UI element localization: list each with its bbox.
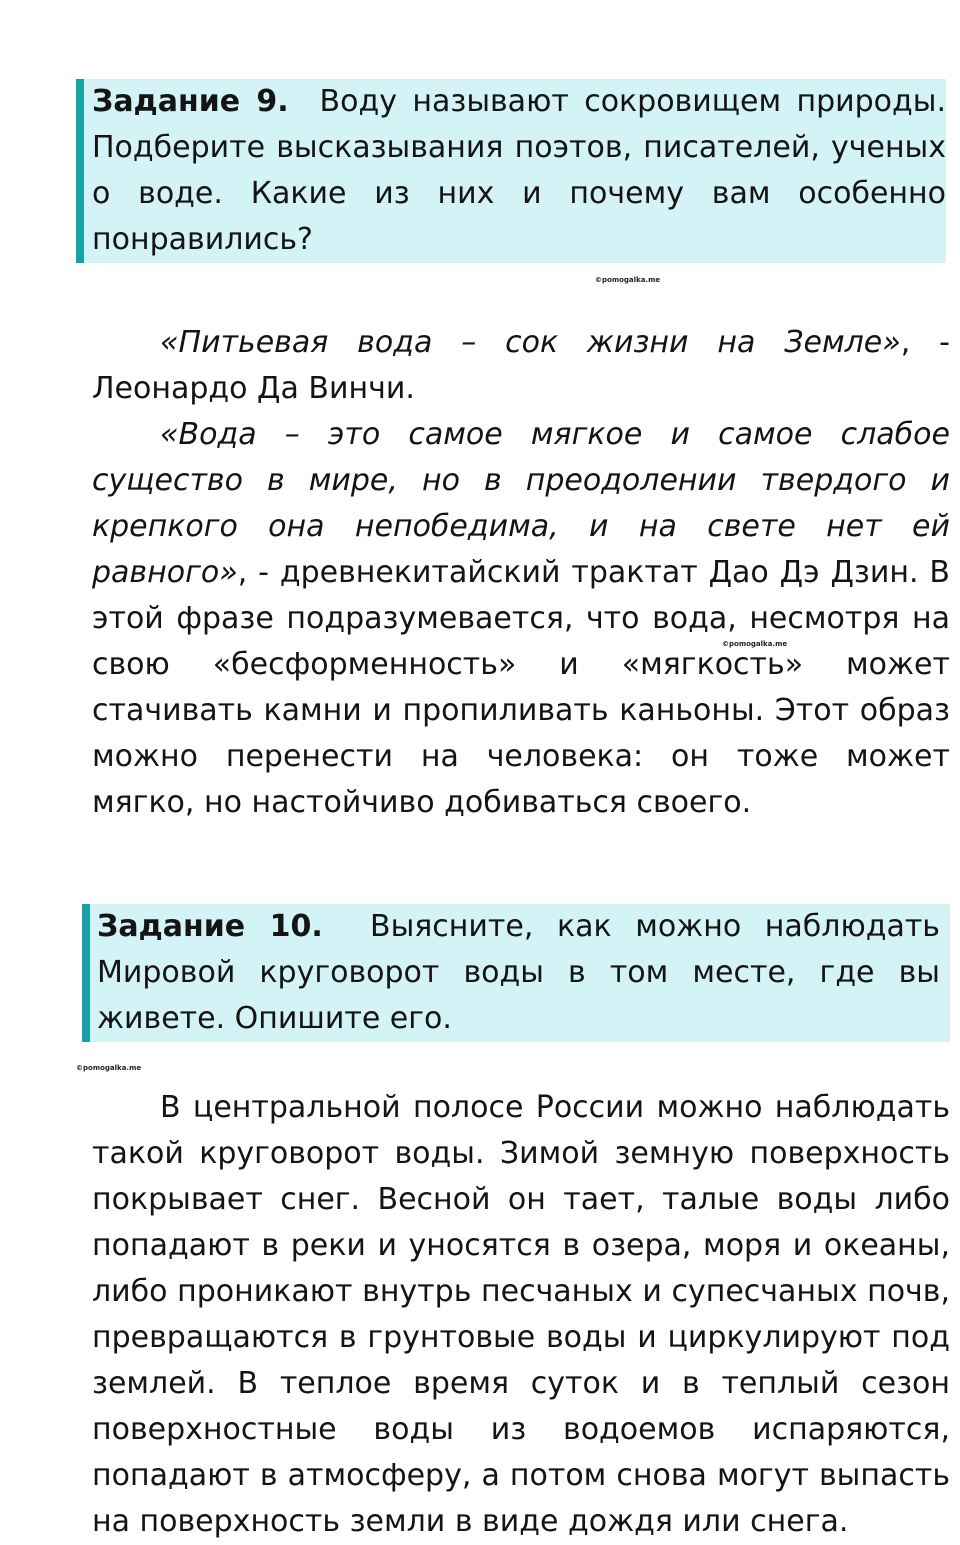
answer-9-paragraph-2 [92, 412, 950, 826]
quote-2: «Вода – это самое мягкое и самое слабое существо в мире, но в преодолении твердого и крепкого она непобедима, и на свете нет ей равного» [92, 417, 950, 590]
task-10-box [82, 904, 950, 1042]
answer-9 [92, 320, 950, 826]
quote-1: «Питьевая вода – сок жизни на Земле» [160, 325, 901, 360]
task-9-label: Задание 9. [92, 84, 289, 119]
task-10-label: Задание 10. [97, 909, 323, 944]
answer-9-explanation: , - древнекитайский трактат Дао Дэ Дзин. В этой фразе подразумевается, что вода, несмотря на свою «бесформенность» и «мягкость» может стачивать камни и пропиливать каньоны. Этот образ можно перенести на человека: он тоже может мягко, но настойчиво добиваться своего. [92, 555, 950, 820]
answer-9-paragraph-1 [92, 320, 950, 412]
watermark: ©pomogalka.me [722, 640, 788, 648]
task-9-text: Воду называют сокровищем природы. Подберите высказывания поэтов, писателей, ученых о воде. Какие из них и почему вам особенно понравились? [92, 84, 947, 257]
answer-10-paragraph: В центральной полосе России можно наблюдать такой круговорот воды. Зимой земную поверхность покрывает снег. Весной он тает, талые воды либо попадают в реки и уносятся в озера, моря и океаны, либо проникают внутрь песчаных и супесчаных почв, превращаются в грунтовые воды и циркулируют под землей. В теплое время суток и в теплый сезон поверхностные воды из водоемов испаряются, попадают в атмосферу, а потом снова могут выпасть на поверхность земли в виде дождя или снега. [92, 1090, 950, 1539]
task-10-text: Выясните, как можно наблюдать Мировой круговорот воды в том месте, где вы живете. Опишите его. [97, 909, 940, 1036]
task-9-box [76, 79, 946, 263]
author-1: , - Леонардо Да Винчи. [92, 325, 950, 406]
watermark: ©pomogalka.me [595, 276, 661, 284]
answer-10 [92, 1085, 950, 1545]
watermark: ©pomogalka.me [76, 1064, 142, 1072]
